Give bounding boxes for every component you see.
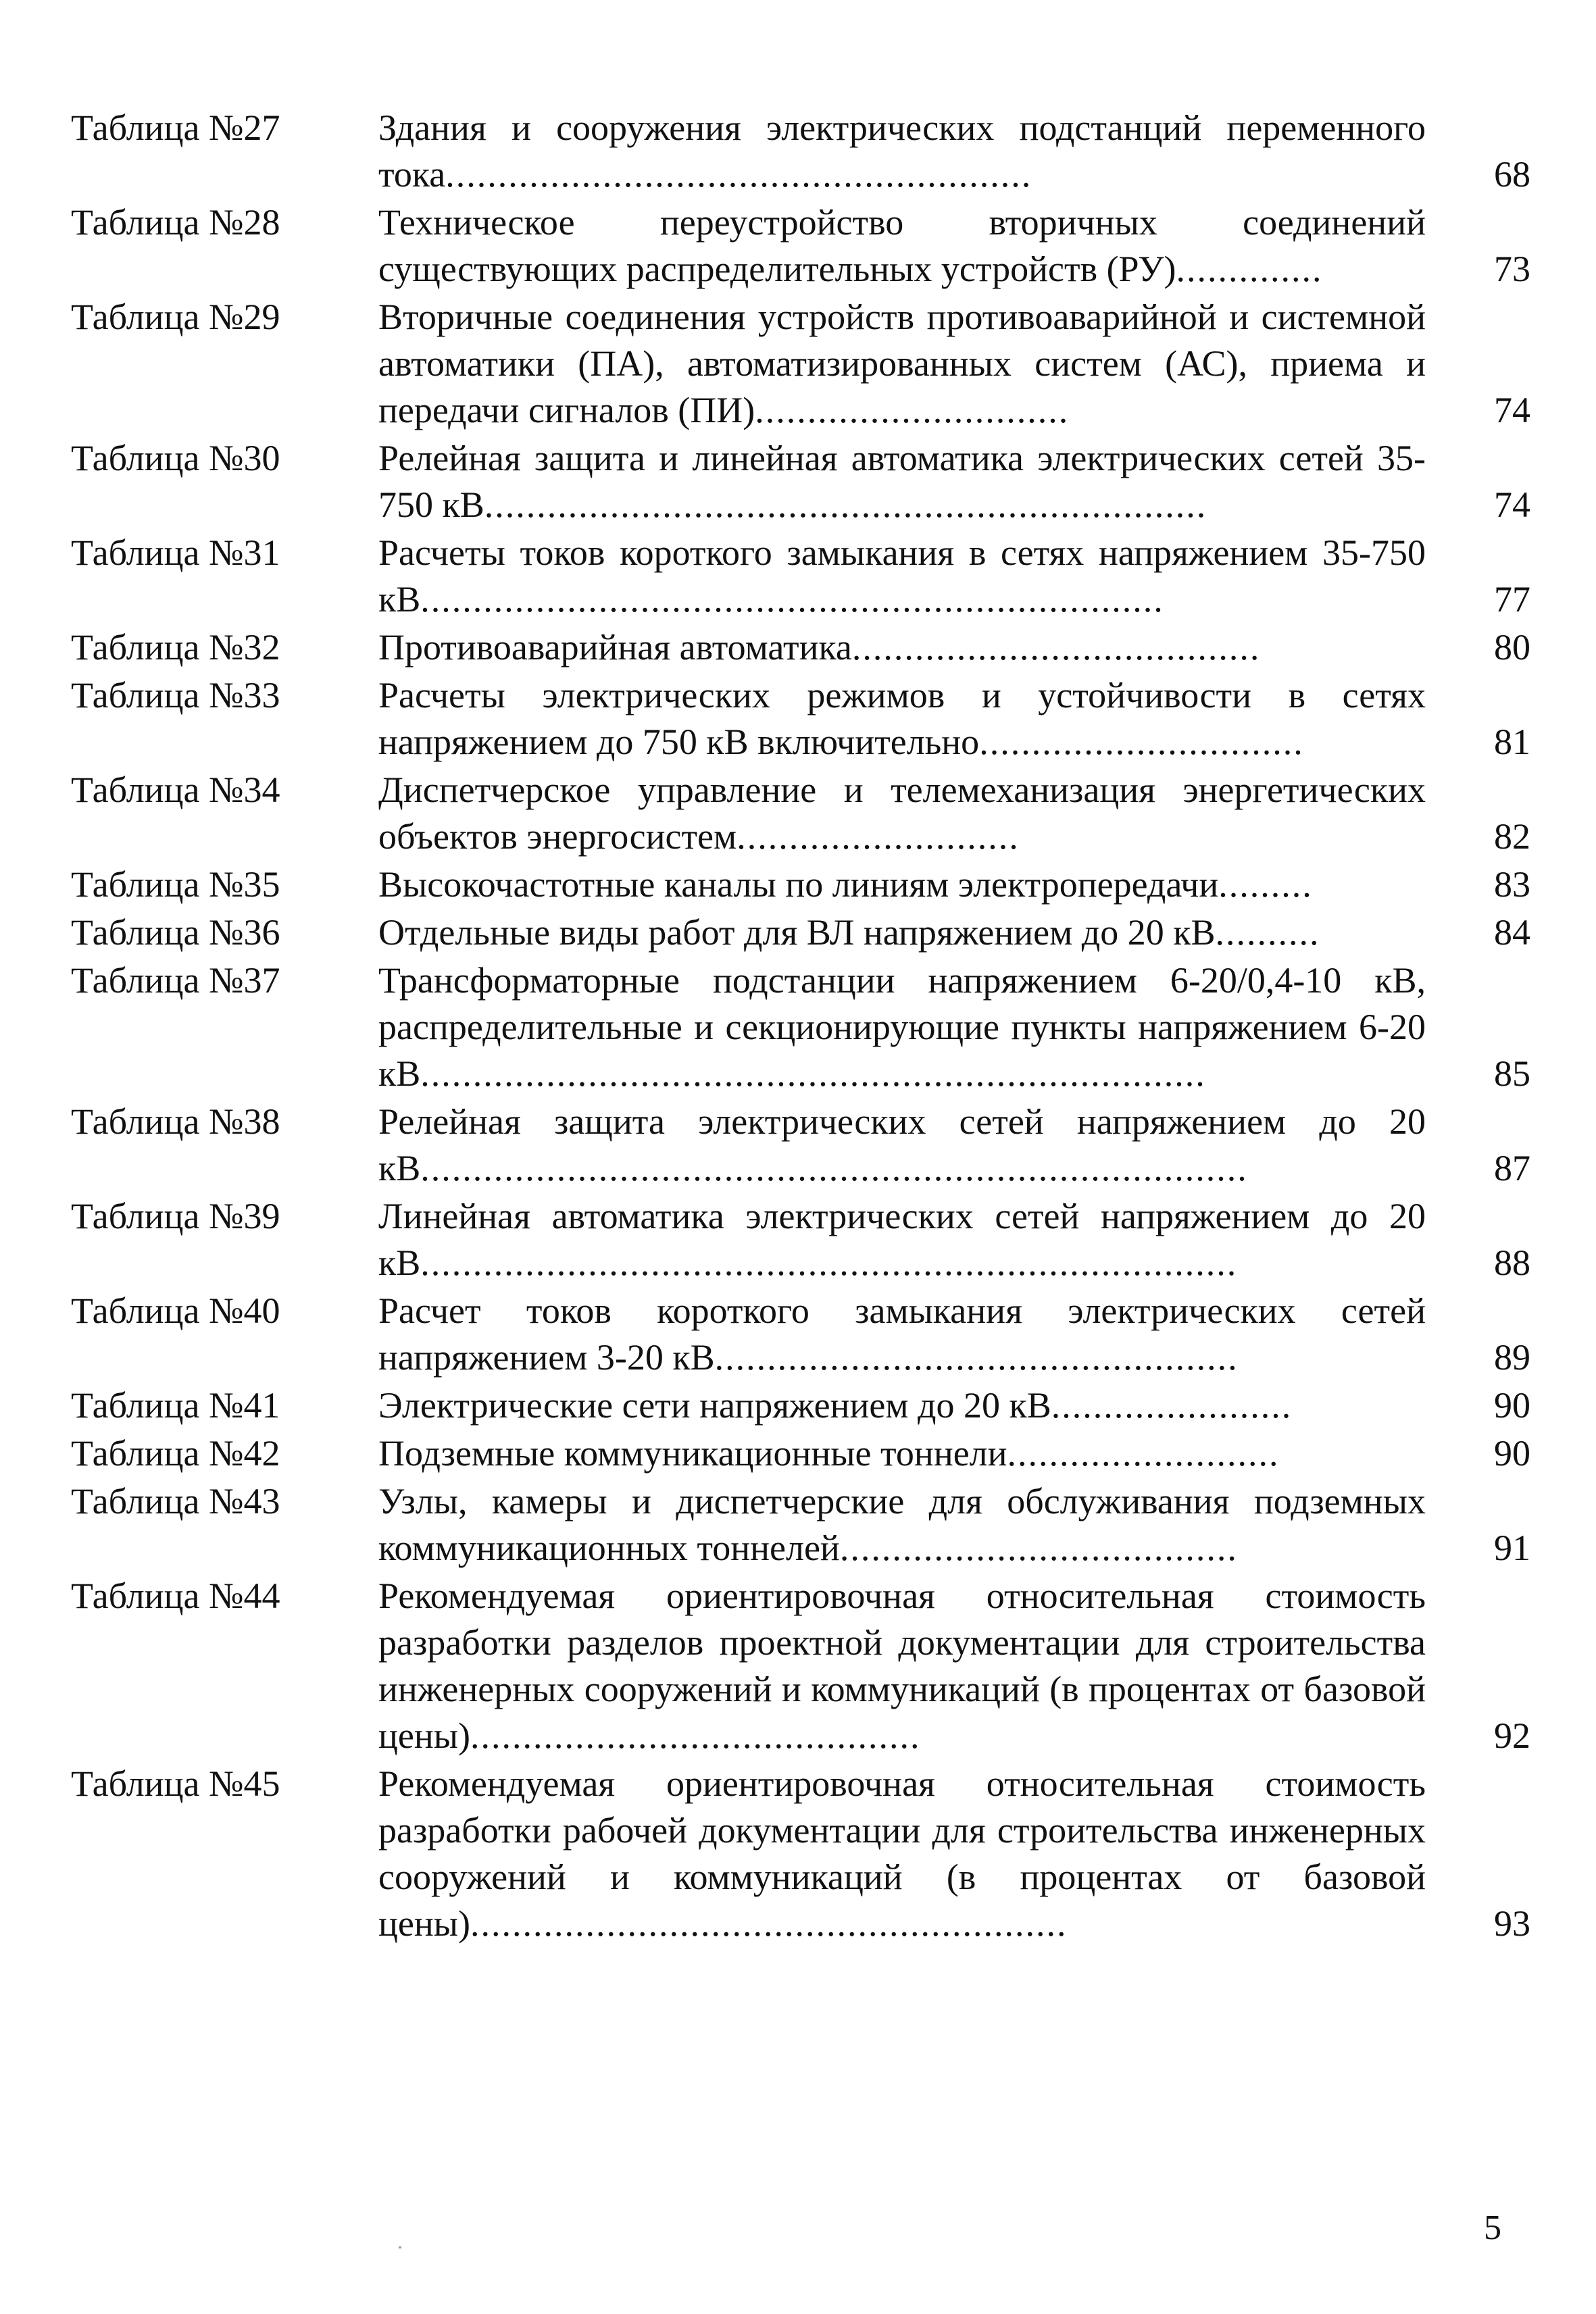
toc-leader-dots: ......... — [1218, 864, 1313, 905]
toc-entry-title — [378, 1193, 1426, 1286]
toc-entry-title-text: Вторичные соединения устройств противоаварийной и системной автоматики (ПА), автоматизированных систем (АС), приема и передачи сигналов (ПИ) — [378, 297, 1426, 430]
toc-entry-label: Таблица №36 — [71, 912, 280, 953]
toc-entry-title — [378, 435, 1426, 528]
toc-entry[interactable] — [71, 1382, 1530, 1429]
toc-entry-page-number: 81 — [1494, 722, 1530, 762]
toc-entry-title-text: Расчеты токов короткого замыкания в сетях напряжением 35-750 кВ — [378, 532, 1426, 620]
toc-entry-page-number: 92 — [1494, 1715, 1530, 1756]
table-of-contents — [71, 105, 1530, 1948]
toc-entry-page-number: 89 — [1494, 1337, 1530, 1378]
toc-entry-page-number: 84 — [1494, 912, 1530, 953]
toc-entry-label: Таблица №28 — [71, 202, 280, 243]
toc-entry-title — [378, 294, 1426, 434]
toc-entry-page-number: 87 — [1494, 1148, 1530, 1188]
toc-leader-dots: ........................................................ — [445, 154, 1032, 195]
toc-entry-title — [378, 530, 1426, 623]
toc-entry[interactable] — [71, 624, 1530, 671]
toc-entry-title-text: Трансформаторные подстанции напряжением 6-20/0,4-10 кВ, распределительные и секционирующие пункты напряжением 6-20 кВ — [378, 960, 1426, 1094]
toc-entry-title-text: Расчеты электрических режимов и устойчивости в сетях напряжением до 750 кВ включительно — [378, 675, 1426, 762]
toc-entry-page-number: 73 — [1494, 249, 1530, 289]
toc-entry-label: Таблица №31 — [71, 532, 280, 573]
toc-leader-dots: .............................................................................. — [420, 1242, 1238, 1283]
toc-entry-title-text: Высокочастотные каналы по линиям электропередачи — [378, 864, 1219, 905]
toc-entry-label: Таблица №43 — [71, 1481, 280, 1521]
toc-entry-title — [378, 1382, 1426, 1429]
scan-speck — [399, 2246, 401, 2248]
toc-entry[interactable] — [71, 1430, 1530, 1477]
toc-entry[interactable] — [71, 909, 1530, 956]
toc-entry[interactable] — [71, 530, 1530, 623]
toc-entry-title-text: Диспетчерское управление и телемеханизация энергетических объектов энергосистем — [378, 770, 1426, 857]
toc-entry-label: Таблица №38 — [71, 1101, 280, 1142]
toc-entry-title-text: Рекомендуемая ориентировочная относительная стоимость разработки разделов проектной документации для строительства инженерных сооружений и коммуникаций (в процентах от базовой цены) — [378, 1576, 1426, 1756]
toc-entry-label: Таблица №27 — [71, 107, 280, 148]
toc-entry-title-text: Электрические сети напряжением до 20 кВ — [378, 1385, 1051, 1426]
toc-entry-title-text: Релейная защита электрических сетей напряжением до 20 кВ — [378, 1101, 1426, 1188]
toc-entry[interactable] — [71, 1761, 1530, 1947]
toc-entry-title — [378, 672, 1426, 765]
toc-entry-title-text: Здания и сооружения электрических подстанций переменного тока — [378, 107, 1426, 195]
toc-entry-title — [378, 624, 1426, 671]
toc-entry[interactable] — [71, 861, 1530, 908]
toc-leader-dots: ....................................................................... — [420, 579, 1164, 620]
toc-entry-title — [378, 1478, 1426, 1571]
toc-entry-page-number: 93 — [1494, 1903, 1530, 1944]
toc-entry[interactable] — [71, 1099, 1530, 1192]
toc-leader-dots: ...................................... — [839, 1528, 1238, 1568]
toc-leader-dots: ....................................... — [851, 627, 1261, 668]
toc-entry[interactable] — [71, 294, 1530, 434]
toc-entry-title-text: Рекомендуемая ориентировочная относительная стоимость разработки рабочей документации для строительства инженерных сооружений и коммуникаций (в процентах от базовой цены) — [378, 1763, 1426, 1944]
toc-entry-title — [378, 1573, 1426, 1759]
toc-leader-dots: ......................................................... — [470, 1903, 1068, 1944]
toc-entry-title — [378, 909, 1426, 956]
toc-entry-title-text: Подземные коммуникационные тоннели — [378, 1433, 1007, 1474]
toc-entry-title-text: Линейная автоматика электрических сетей напряжением до 20 кВ — [378, 1196, 1426, 1283]
toc-entry-title-text: Техническое переустройство вторичных соединений существующих распределительных устройств (РУ) — [378, 202, 1426, 289]
toc-entry[interactable] — [71, 1193, 1530, 1286]
toc-leader-dots: .................................................. — [714, 1337, 1239, 1378]
toc-leader-dots: ........................... — [737, 816, 1020, 857]
toc-entry-title — [378, 767, 1426, 860]
toc-entry-title — [378, 957, 1426, 1097]
toc-entry-title-text: Противоаварийная автоматика — [378, 627, 852, 668]
toc-entry[interactable] — [71, 767, 1530, 860]
toc-entry-page-number: 88 — [1494, 1242, 1530, 1283]
toc-entry-label: Таблица №45 — [71, 1763, 280, 1804]
toc-entry[interactable] — [71, 1573, 1530, 1759]
toc-entry-page-number: 91 — [1494, 1528, 1530, 1568]
toc-entry[interactable] — [71, 957, 1530, 1097]
toc-leader-dots: .......... — [1215, 912, 1320, 953]
toc-leader-dots: ............................................................................... — [420, 1148, 1248, 1188]
toc-entry-title — [378, 199, 1426, 293]
toc-entry-page-number: 90 — [1494, 1433, 1530, 1474]
toc-entry-label: Таблица №32 — [71, 627, 280, 668]
toc-entry-label: Таблица №35 — [71, 864, 280, 905]
toc-entry-page-number: 80 — [1494, 627, 1530, 668]
toc-entry-label: Таблица №34 — [71, 770, 280, 810]
toc-entry-label: Таблица №39 — [71, 1196, 280, 1236]
toc-entry[interactable] — [71, 199, 1530, 293]
toc-entry-title-text: Релейная защита и линейная автоматика электрических сетей 35-750 кВ — [378, 438, 1426, 525]
toc-entry-label: Таблица №30 — [71, 438, 280, 478]
toc-entry-page-number: 85 — [1494, 1053, 1530, 1094]
toc-entry-title — [378, 1099, 1426, 1192]
toc-entry-title-text: Отдельные виды работ для ВЛ напряжением до 20 кВ — [378, 912, 1216, 953]
toc-entry-label: Таблица №41 — [71, 1385, 280, 1426]
toc-entry-title — [378, 1288, 1426, 1381]
toc-leader-dots: ..................................................................... — [484, 484, 1207, 525]
toc-entry[interactable] — [71, 672, 1530, 765]
toc-entry-label: Таблица №29 — [71, 297, 280, 337]
toc-entry-label: Таблица №42 — [71, 1433, 280, 1474]
toc-entry[interactable] — [71, 1478, 1530, 1571]
toc-entry-page-number: 90 — [1494, 1385, 1530, 1426]
toc-entry-page-number: 68 — [1494, 154, 1530, 195]
toc-leader-dots: .......................... — [1007, 1433, 1280, 1474]
toc-entry[interactable] — [71, 435, 1530, 528]
toc-entry-title — [378, 1761, 1426, 1947]
toc-entry-label: Таблица №40 — [71, 1290, 280, 1331]
toc-entry-page-number: 74 — [1494, 390, 1530, 430]
toc-entry-title — [378, 861, 1426, 908]
toc-entry-label: Таблица №37 — [71, 960, 280, 1001]
toc-entry-title-text: Расчет токов короткого замыкания электрических сетей напряжением 3-20 кВ — [378, 1290, 1426, 1378]
toc-leader-dots: ....................... — [1051, 1385, 1293, 1426]
toc-entry-title-text: Узлы, камеры и диспетчерские для обслуживания подземных коммуникационных тоннелей — [378, 1481, 1426, 1568]
toc-leader-dots: ........................................................................... — [420, 1053, 1206, 1094]
toc-entry-page-number: 82 — [1494, 816, 1530, 857]
toc-entry[interactable] — [71, 105, 1530, 198]
toc-entry-label: Таблица №44 — [71, 1576, 280, 1616]
toc-leader-dots: ........................................... — [470, 1715, 921, 1756]
toc-leader-dots: .............................. — [755, 390, 1070, 430]
toc-entry-page-number: 74 — [1494, 484, 1530, 525]
toc-leader-dots: ............................... — [979, 722, 1304, 762]
toc-entry-label: Таблица №33 — [71, 675, 280, 715]
toc-entry-title — [378, 1430, 1426, 1477]
toc-leader-dots: .............. — [1176, 249, 1323, 289]
toc-entry-page-number: 77 — [1494, 579, 1530, 620]
toc-entry-page-number: 83 — [1494, 864, 1530, 905]
toc-entry[interactable] — [71, 1288, 1530, 1381]
page-number: 5 — [1484, 2209, 1501, 2247]
toc-entry-title — [378, 105, 1426, 198]
